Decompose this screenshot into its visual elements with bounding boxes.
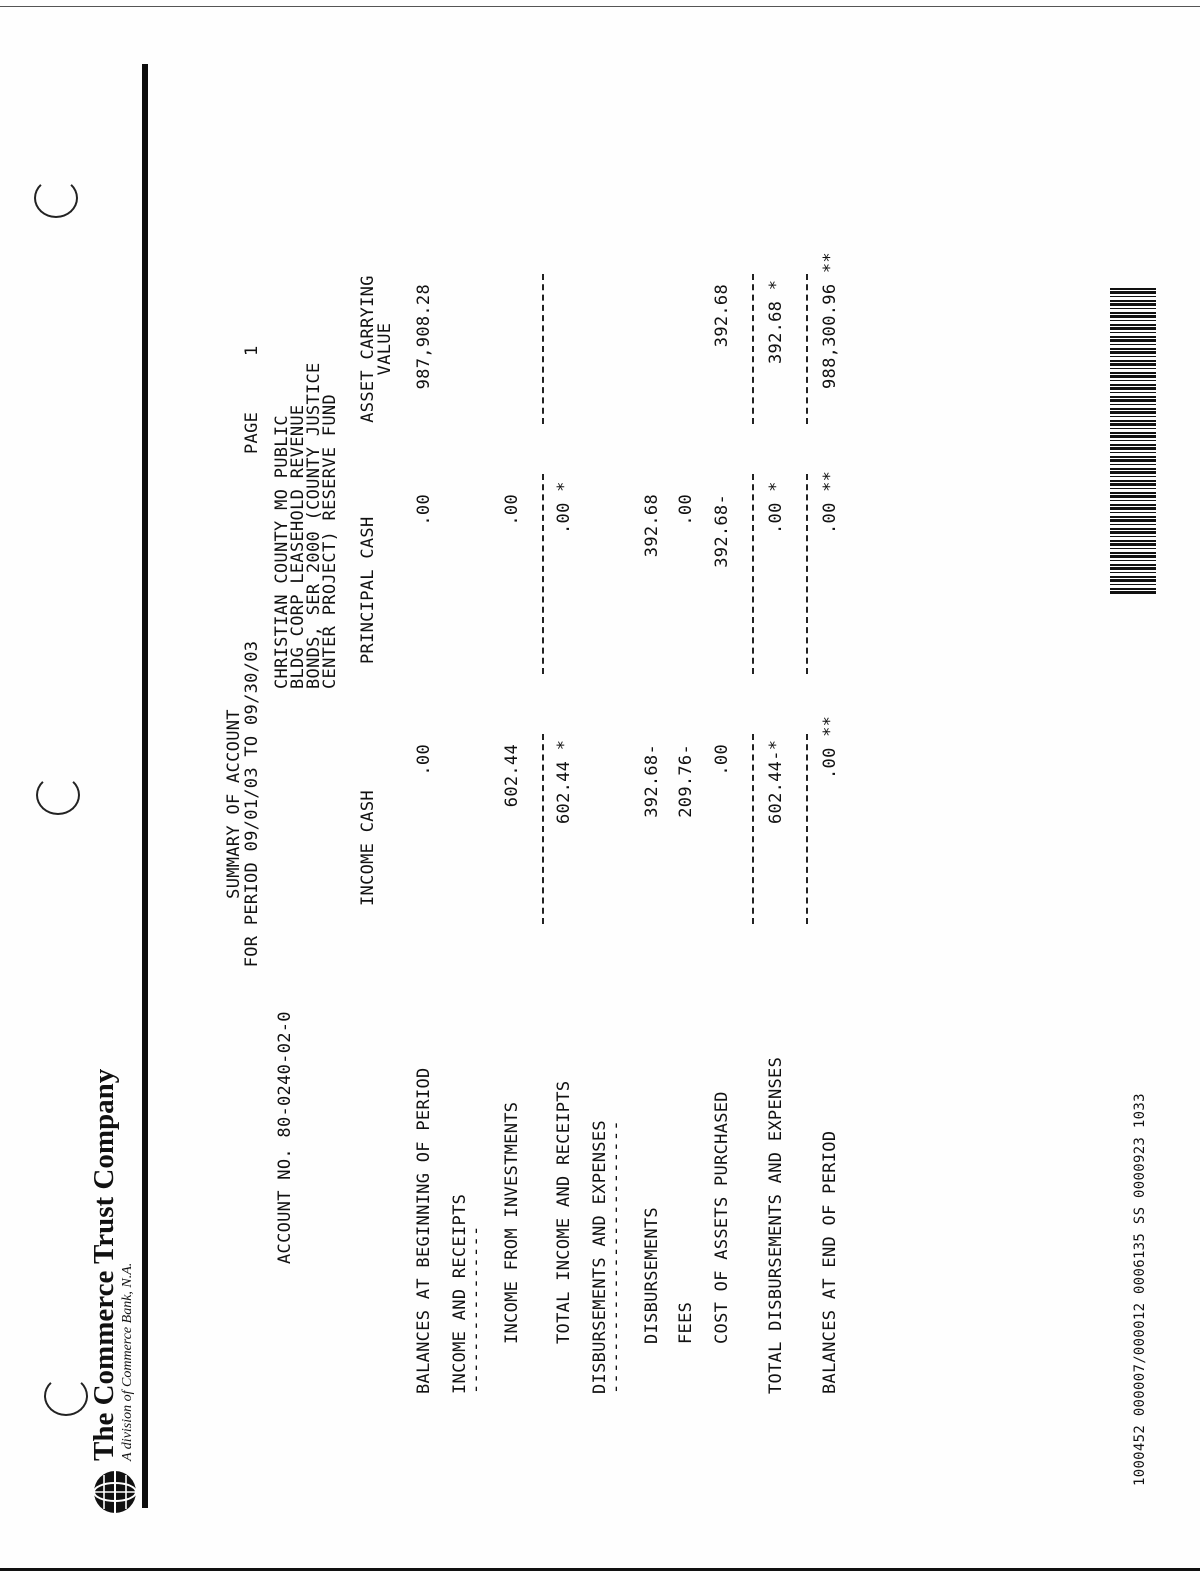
- barcode-bar: [1110, 384, 1156, 386]
- barcode-bar: [1110, 336, 1156, 338]
- total-rule-income: [806, 734, 808, 924]
- barcode-bar: [1110, 444, 1156, 446]
- barcode-bar: [1110, 291, 1156, 294]
- cell-income-disbursements: 392.68-: [642, 744, 662, 818]
- cell-asset-balances-end: 988,300.96 **: [820, 252, 840, 389]
- barcode-bar: [1110, 408, 1156, 410]
- row-label-disbursements: DISBURSEMENTS: [642, 1207, 662, 1344]
- company-division: A division of Commerce Bank, N.A.: [120, 1262, 135, 1461]
- barcode-bar: [1110, 552, 1156, 554]
- barcode-bar: [1110, 488, 1156, 489]
- barcode-bar: [1110, 375, 1156, 378]
- barcode-bar: [1110, 423, 1156, 426]
- account-name-line-2: BLDG CORP LEASEHOLD REVENUE: [288, 404, 308, 689]
- subtotal-rule-principal: [542, 474, 544, 674]
- cell-income-total-disbursements: 602.44-*: [766, 739, 786, 824]
- cell-principal-income-investments: .00: [502, 494, 522, 526]
- barcode-bar: [1110, 324, 1156, 326]
- footer-tracking-code: 1000452 000007/000012 0006135 SS 0000923 1033: [1132, 1093, 1148, 1486]
- barcode-bar: [1110, 288, 1156, 290]
- barcode-bar: [1110, 516, 1156, 518]
- barcode-bar: [1110, 315, 1156, 318]
- barcode-bar: [1110, 320, 1156, 321]
- row-label-total-income: TOTAL INCOME AND RECEIPTS: [554, 1080, 574, 1344]
- barcode-bar: [1110, 339, 1156, 342]
- barcode-bar: [1110, 372, 1156, 374]
- barcode-bar: [1110, 572, 1156, 573]
- column-header-income-cash: INCOME CASH: [358, 790, 378, 906]
- cell-principal-total-income: .00 *: [554, 481, 574, 534]
- cell-principal-balances-end: .00 **: [820, 470, 840, 534]
- barcode-bar: [1110, 543, 1156, 546]
- barcode-bar: [1110, 435, 1156, 438]
- cell-income-cost-assets: .00: [712, 744, 732, 776]
- total-rule-asset: [806, 274, 808, 424]
- barcode-bar: [1110, 560, 1156, 561]
- barcode-bar: [1110, 363, 1156, 366]
- barcode-bar: [1110, 360, 1156, 362]
- barcode-bar: [1110, 471, 1156, 474]
- cell-principal-fees: .00: [676, 494, 696, 526]
- total-rule-principal: [806, 474, 808, 674]
- account-name-line-1: CHRISTIAN COUNTY MO PUBLIC: [272, 415, 292, 689]
- row-label-balances-beginning: BALANCES AT BEGINNING OF PERIOD: [414, 1067, 434, 1394]
- barcode-bar: [1110, 356, 1156, 357]
- barcode-bar: [1110, 483, 1156, 486]
- subtotal-rule-asset-2: [752, 274, 754, 424]
- row-label-balances-end: BALANCES AT END OF PERIOD: [820, 1130, 840, 1394]
- barcode-bar: [1110, 300, 1156, 302]
- page-number: 1: [242, 345, 262, 356]
- barcode-bar: [1110, 519, 1156, 522]
- section-heading-underline-2: --------------------------: [606, 1120, 626, 1394]
- subtotal-rule-income-2: [752, 734, 754, 924]
- barcode-bar: [1110, 420, 1156, 422]
- barcode-bar: [1110, 564, 1156, 566]
- cell-asset-cost-assets: 392.68: [712, 284, 732, 348]
- barcode-bar: [1110, 588, 1156, 590]
- report-title: SUMMARY OF ACCOUNT: [224, 709, 244, 899]
- cell-income-income-investments: 602.44: [502, 744, 522, 808]
- barcode-bar: [1110, 411, 1156, 414]
- barcode-bar: [1110, 404, 1156, 405]
- row-label-income-investments: INCOME FROM INVESTMENTS: [502, 1101, 522, 1344]
- barcode-bar: [1110, 504, 1156, 506]
- barcode-bar: [1110, 332, 1156, 333]
- barcode-bar: [1110, 447, 1156, 450]
- cell-principal-cost-assets: 392.68-: [712, 494, 732, 568]
- account-number: ACCOUNT NO. 80-0240-02-0: [275, 1011, 295, 1264]
- barcode-bar: [1110, 584, 1156, 585]
- barcode-bar: [1110, 480, 1156, 482]
- cell-income-total-income: 602.44 *: [554, 739, 574, 824]
- cell-income-fees: 209.76-: [676, 744, 696, 818]
- cell-income-balances-beginning: .00: [414, 744, 434, 776]
- barcode-bar: [1110, 380, 1156, 381]
- barcode-bar: [1110, 440, 1156, 441]
- barcode-bar: [1110, 528, 1156, 530]
- barcode-bar: [1110, 500, 1156, 501]
- section-heading-disbursements-expenses: DISBURSEMENTS AND EXPENSES: [590, 1120, 610, 1394]
- barcode-bar: [1110, 524, 1156, 525]
- barcode-bar: [1110, 476, 1156, 477]
- barcode-bar: [1110, 452, 1156, 453]
- barcode-bar: [1110, 399, 1156, 402]
- barcode-bar: [1110, 396, 1156, 398]
- barcode-bar: [1110, 495, 1156, 498]
- barcode-bar: [1110, 428, 1156, 429]
- section-heading-underline: ----------------: [466, 1225, 486, 1394]
- barcode-bar: [1110, 303, 1156, 306]
- barcode-bar: [1110, 548, 1156, 549]
- barcode-bar: [1110, 555, 1156, 558]
- barcode-bar: [1110, 464, 1156, 465]
- barcode-bar: [1110, 344, 1156, 345]
- barcode-bar: [1110, 468, 1156, 470]
- barcode-bar: [1110, 392, 1156, 393]
- report-period: FOR PERIOD 09/01/03 TO 09/30/03: [242, 640, 262, 968]
- row-label-total-disbursements: TOTAL DISBURSEMENTS AND EXPENSES: [766, 1056, 786, 1394]
- barcode-bar: [1110, 576, 1156, 578]
- barcode-bar: [1110, 540, 1156, 542]
- column-header-principal-cash: PRINCIPAL CASH: [358, 516, 378, 664]
- cell-principal-total-disbursements: .00 *: [766, 481, 786, 534]
- barcode: [1110, 284, 1156, 594]
- statement-body: [0, 14, 1186, 1594]
- barcode-bar: [1110, 296, 1156, 297]
- barcode-bar: [1110, 348, 1156, 350]
- subtotal-rule-income: [542, 734, 544, 924]
- column-header-asset-carrying-value: ASSET CARRYING: [358, 275, 378, 423]
- subtotal-rule-asset: [542, 274, 544, 424]
- barcode-bar: [1110, 459, 1156, 462]
- scan-top-edge: [0, 6, 1200, 7]
- barcode-bar: [1110, 312, 1156, 314]
- company-name: The Commerce Trust Company: [88, 1068, 120, 1461]
- barcode-bar: [1110, 591, 1156, 594]
- section-heading-income-receipts: INCOME AND RECEIPTS: [450, 1193, 470, 1394]
- barcode-bar: [1110, 416, 1156, 417]
- barcode-bar: [1110, 507, 1156, 510]
- barcode-bar: [1110, 531, 1156, 534]
- row-label-cost-assets: COST OF ASSETS PURCHASED: [712, 1091, 732, 1344]
- barcode-bar: [1110, 327, 1156, 330]
- cell-principal-disbursements: 392.68: [642, 494, 662, 558]
- cell-principal-balances-beginning: .00: [414, 494, 434, 526]
- barcode-bar: [1110, 387, 1156, 390]
- barcode-bar: [1110, 456, 1156, 458]
- barcode-bar: [1110, 351, 1156, 354]
- column-header-asset-carrying-value-2: VALUE: [375, 322, 395, 376]
- account-name-line-4: CENTER PROJECT) RESERVE FUND: [320, 394, 340, 689]
- page-label: PAGE: [242, 411, 262, 454]
- barcode-bar: [1110, 432, 1156, 434]
- barcode-bar: [1110, 368, 1156, 369]
- barcode-bar: [1110, 308, 1156, 309]
- barcode-bar: [1110, 492, 1156, 494]
- account-name-line-3: BONDS, SER 2000 (COUNTY JUSTICE: [304, 362, 324, 689]
- barcode-bar: [1110, 579, 1156, 582]
- barcode-bar: [1110, 512, 1156, 513]
- subtotal-rule-principal-2: [752, 474, 754, 674]
- cell-income-balances-end: .00 **: [820, 715, 840, 779]
- cell-asset-balances-beginning: 987,908.28: [414, 284, 434, 390]
- cell-asset-total-disbursements: 392.68 *: [766, 279, 786, 364]
- row-label-fees: FEES: [676, 1301, 696, 1344]
- barcode-bar: [1110, 567, 1156, 570]
- barcode-bar: [1110, 536, 1156, 537]
